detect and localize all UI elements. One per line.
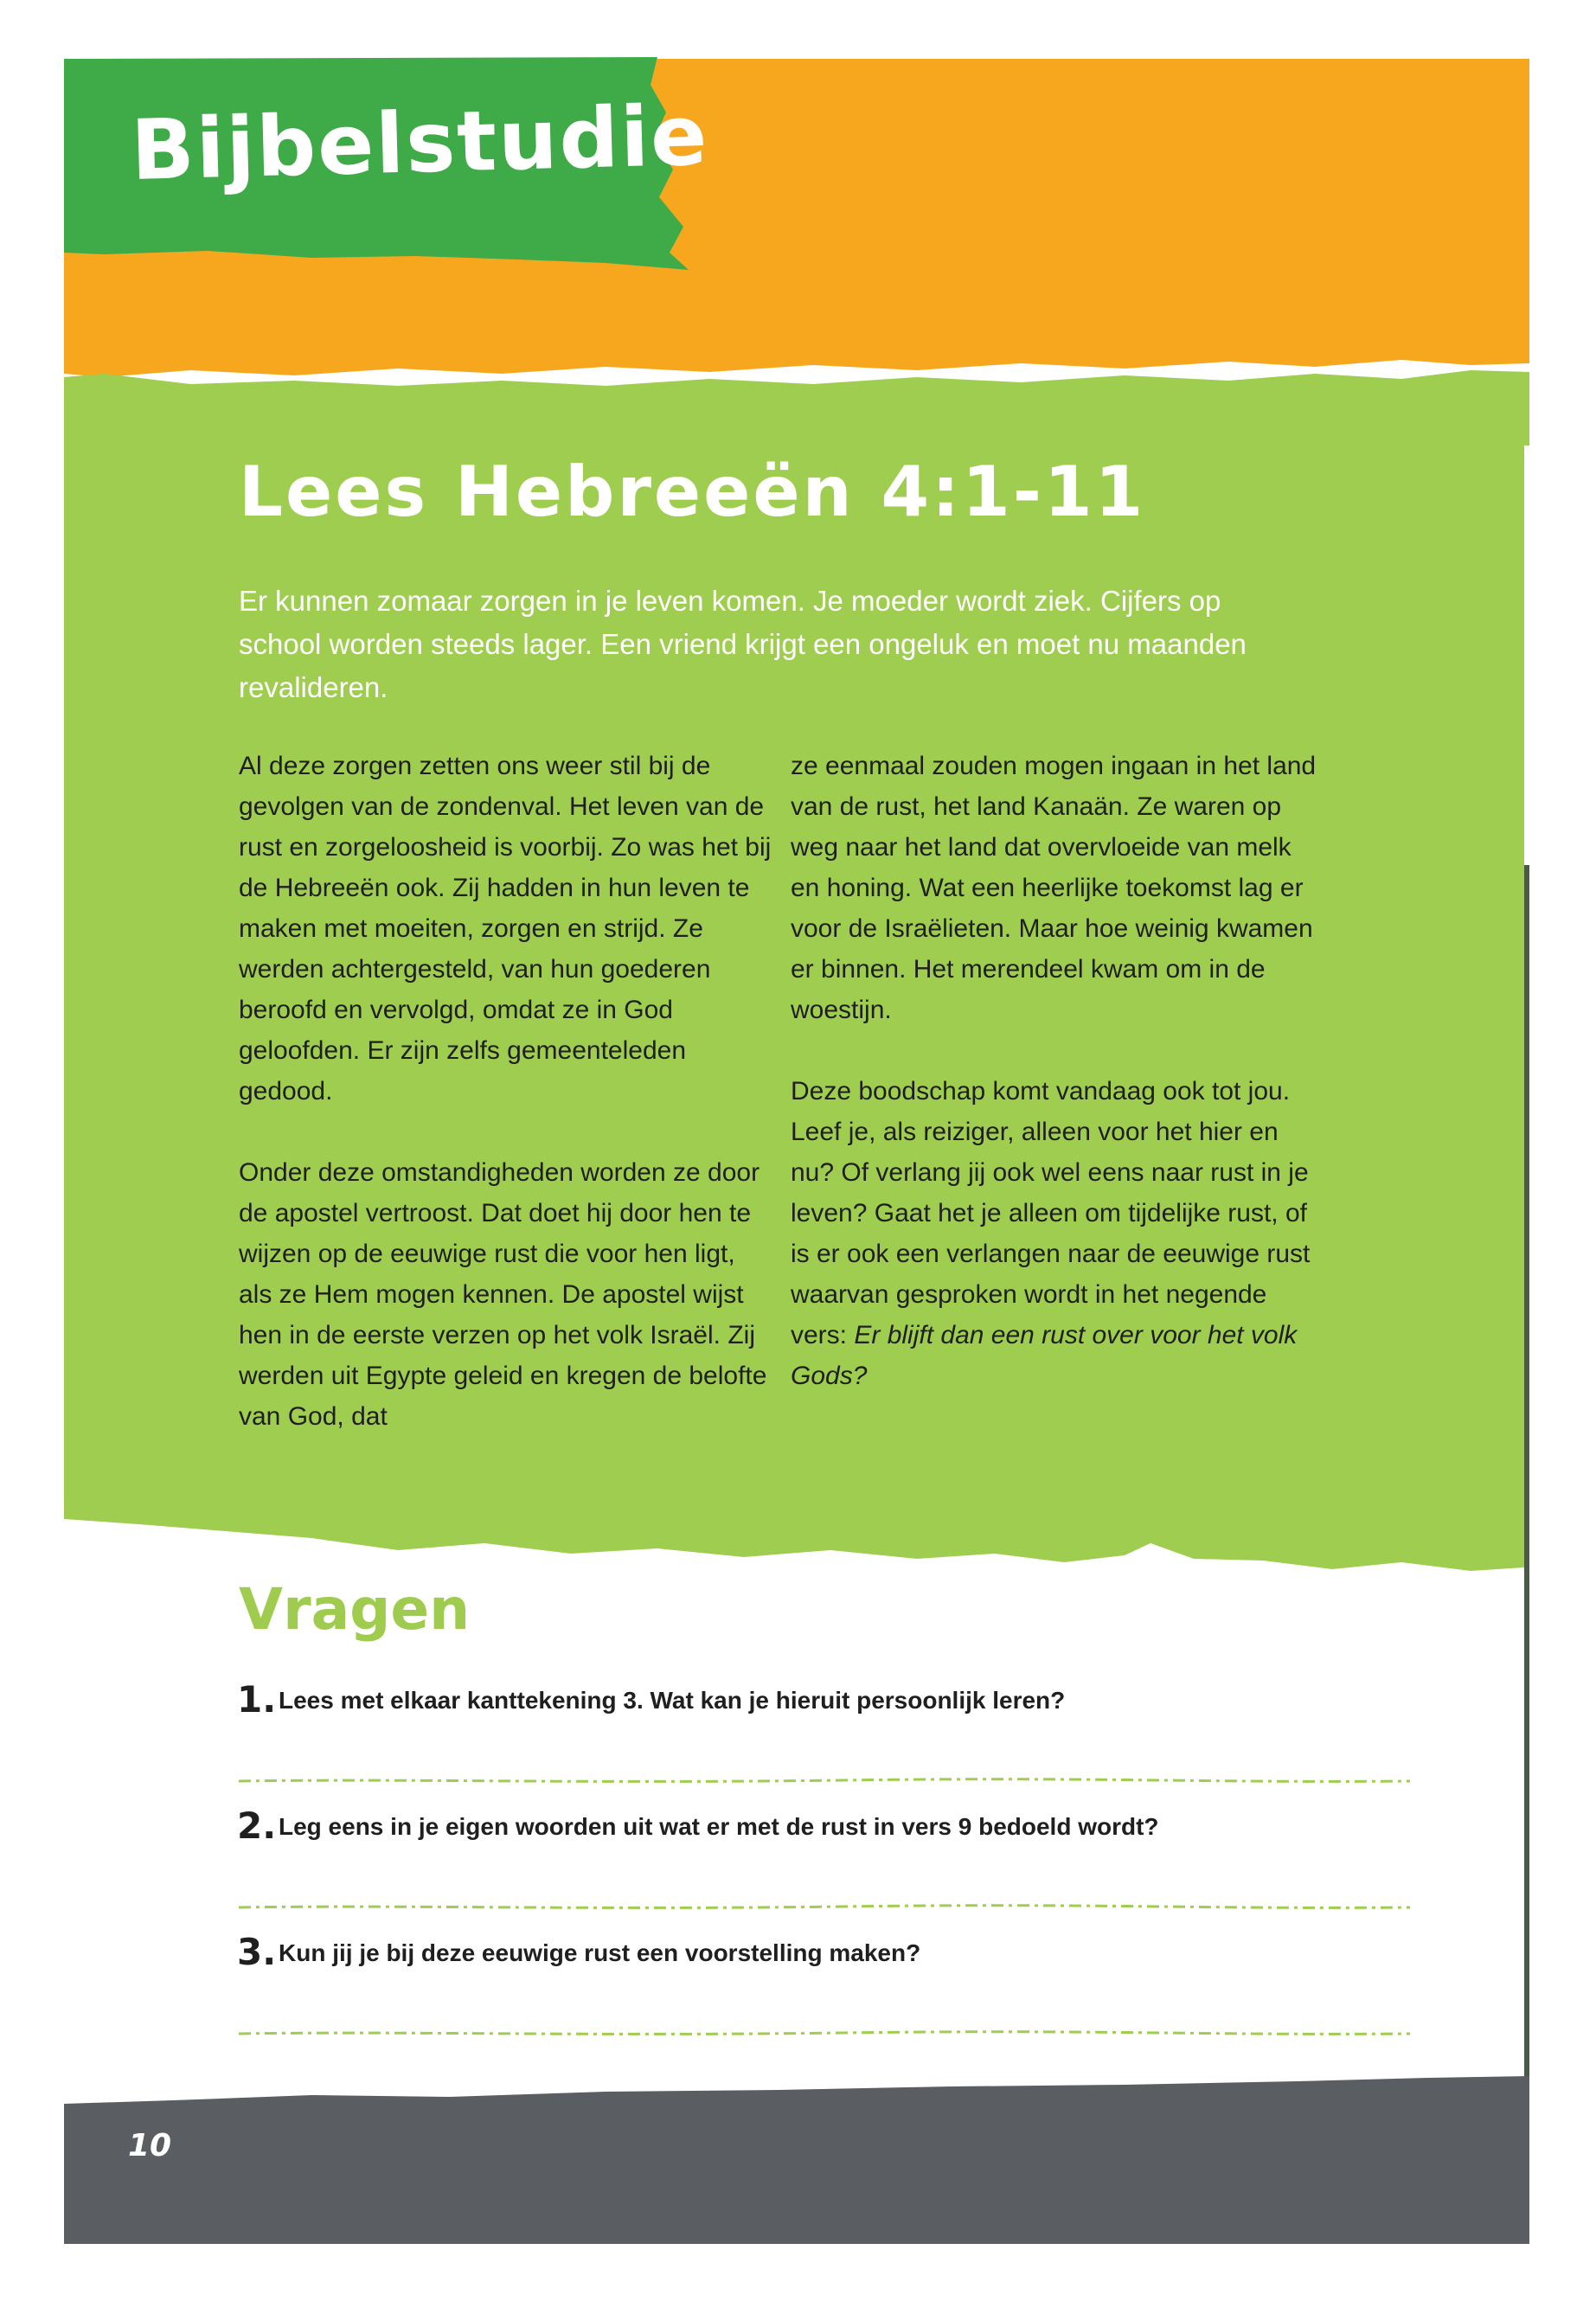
paragraph: Onder deze omstandigheden worden ze door de apostel vertroost. Dat doet hij door hen te wijzen op de eeuwige rust die voor hen ligt, als ze Hem mogen kennen. De apostel wijst hen in de eerste verzen op het volk Israël. Zij werden uit Egypte geleid en kregen de belofte van God, dat (239, 1158, 767, 1431)
question-1 (237, 1678, 1448, 1730)
paragraph: ze eenmaal zouden mogen ingaan in het land van de rust, het land Kanaän. Ze waren op weg naar het land dat overvloeide van melk en honing. Wat een heerlijke toekomst lag er voor de Israëlieten. Maar hoe weinig kwamen er binnen. Het merendeel kwam om in de woestijn. (791, 752, 1317, 1024)
intro-paragraph: Er kunnen zomaar zorgen in je leven komen. Je moeder wordt ziek. Cijfers op school worden steeds lager. Een vriend krijgt een ongeluk en moet nu maanden revalideren. (239, 585, 1247, 703)
answer-line-2[interactable] (237, 1901, 1413, 1913)
questions-title: Vragen (239, 1576, 471, 1643)
section-title: Bijbelstudie (130, 87, 710, 199)
text-column-left (239, 746, 775, 1477)
question-number: 3. (237, 1931, 277, 1973)
question-number: 2. (237, 1804, 277, 1847)
page-number: 10 (128, 2128, 172, 2163)
question-2 (237, 1804, 1448, 1856)
text-column-right (791, 746, 1327, 1437)
study-heading: Lees Hebreeën 4:1-11 (239, 452, 1146, 532)
paragraph (791, 1071, 1327, 1396)
bible-quote: Er blijft dan een rust over voor het volk Gods? (791, 1321, 1298, 1390)
question-text: Leg eens in je eigen woorden uit wat er met de rust in vers 9 bedoeld wordt? (279, 1813, 1159, 1840)
paragraph: Al deze zorgen zetten ons weer stil bij de gevolgen van de zondenval. Het leven van de rust en zorgeloosheid is voorbij. Zo was het bij de Hebreeën ook. Zij hadden in hun leven te maken met moeiten, zorgen en strijd. Ze werden achtergesteld, van hun goederen beroofd en vervolgd, omdat ze in God geloofden. Er zijn zelfs gemeenteleden gedood. (239, 752, 772, 1106)
question-text: Lees met elkaar kanttekening 3. Wat kan je hieruit persoonlijk leren? (279, 1687, 1066, 1714)
right-edge-strip (1524, 865, 1529, 2093)
question-3 (237, 1931, 1448, 1983)
gray-footer (64, 2076, 1529, 2244)
paragraph-text: Deze boodschap komt vandaag ook tot jou. Leef je, als reiziger, alleen voor het hier en nu? Of verlang jij ook wel eens naar rust in je leven? Gaat het je alleen om tijdelijke rust, of is er ook een verlangen naar de eeuwige rust waarvan gesproken wordt in het negende vers: (791, 1077, 1311, 1349)
question-number: 1. (237, 1678, 277, 1721)
question-text: Kun jij je bij deze eeuwige rust een voorstelling maken? (279, 1939, 921, 1966)
answer-line-3[interactable] (237, 2028, 1413, 2040)
answer-line-1[interactable] (237, 1775, 1413, 1787)
